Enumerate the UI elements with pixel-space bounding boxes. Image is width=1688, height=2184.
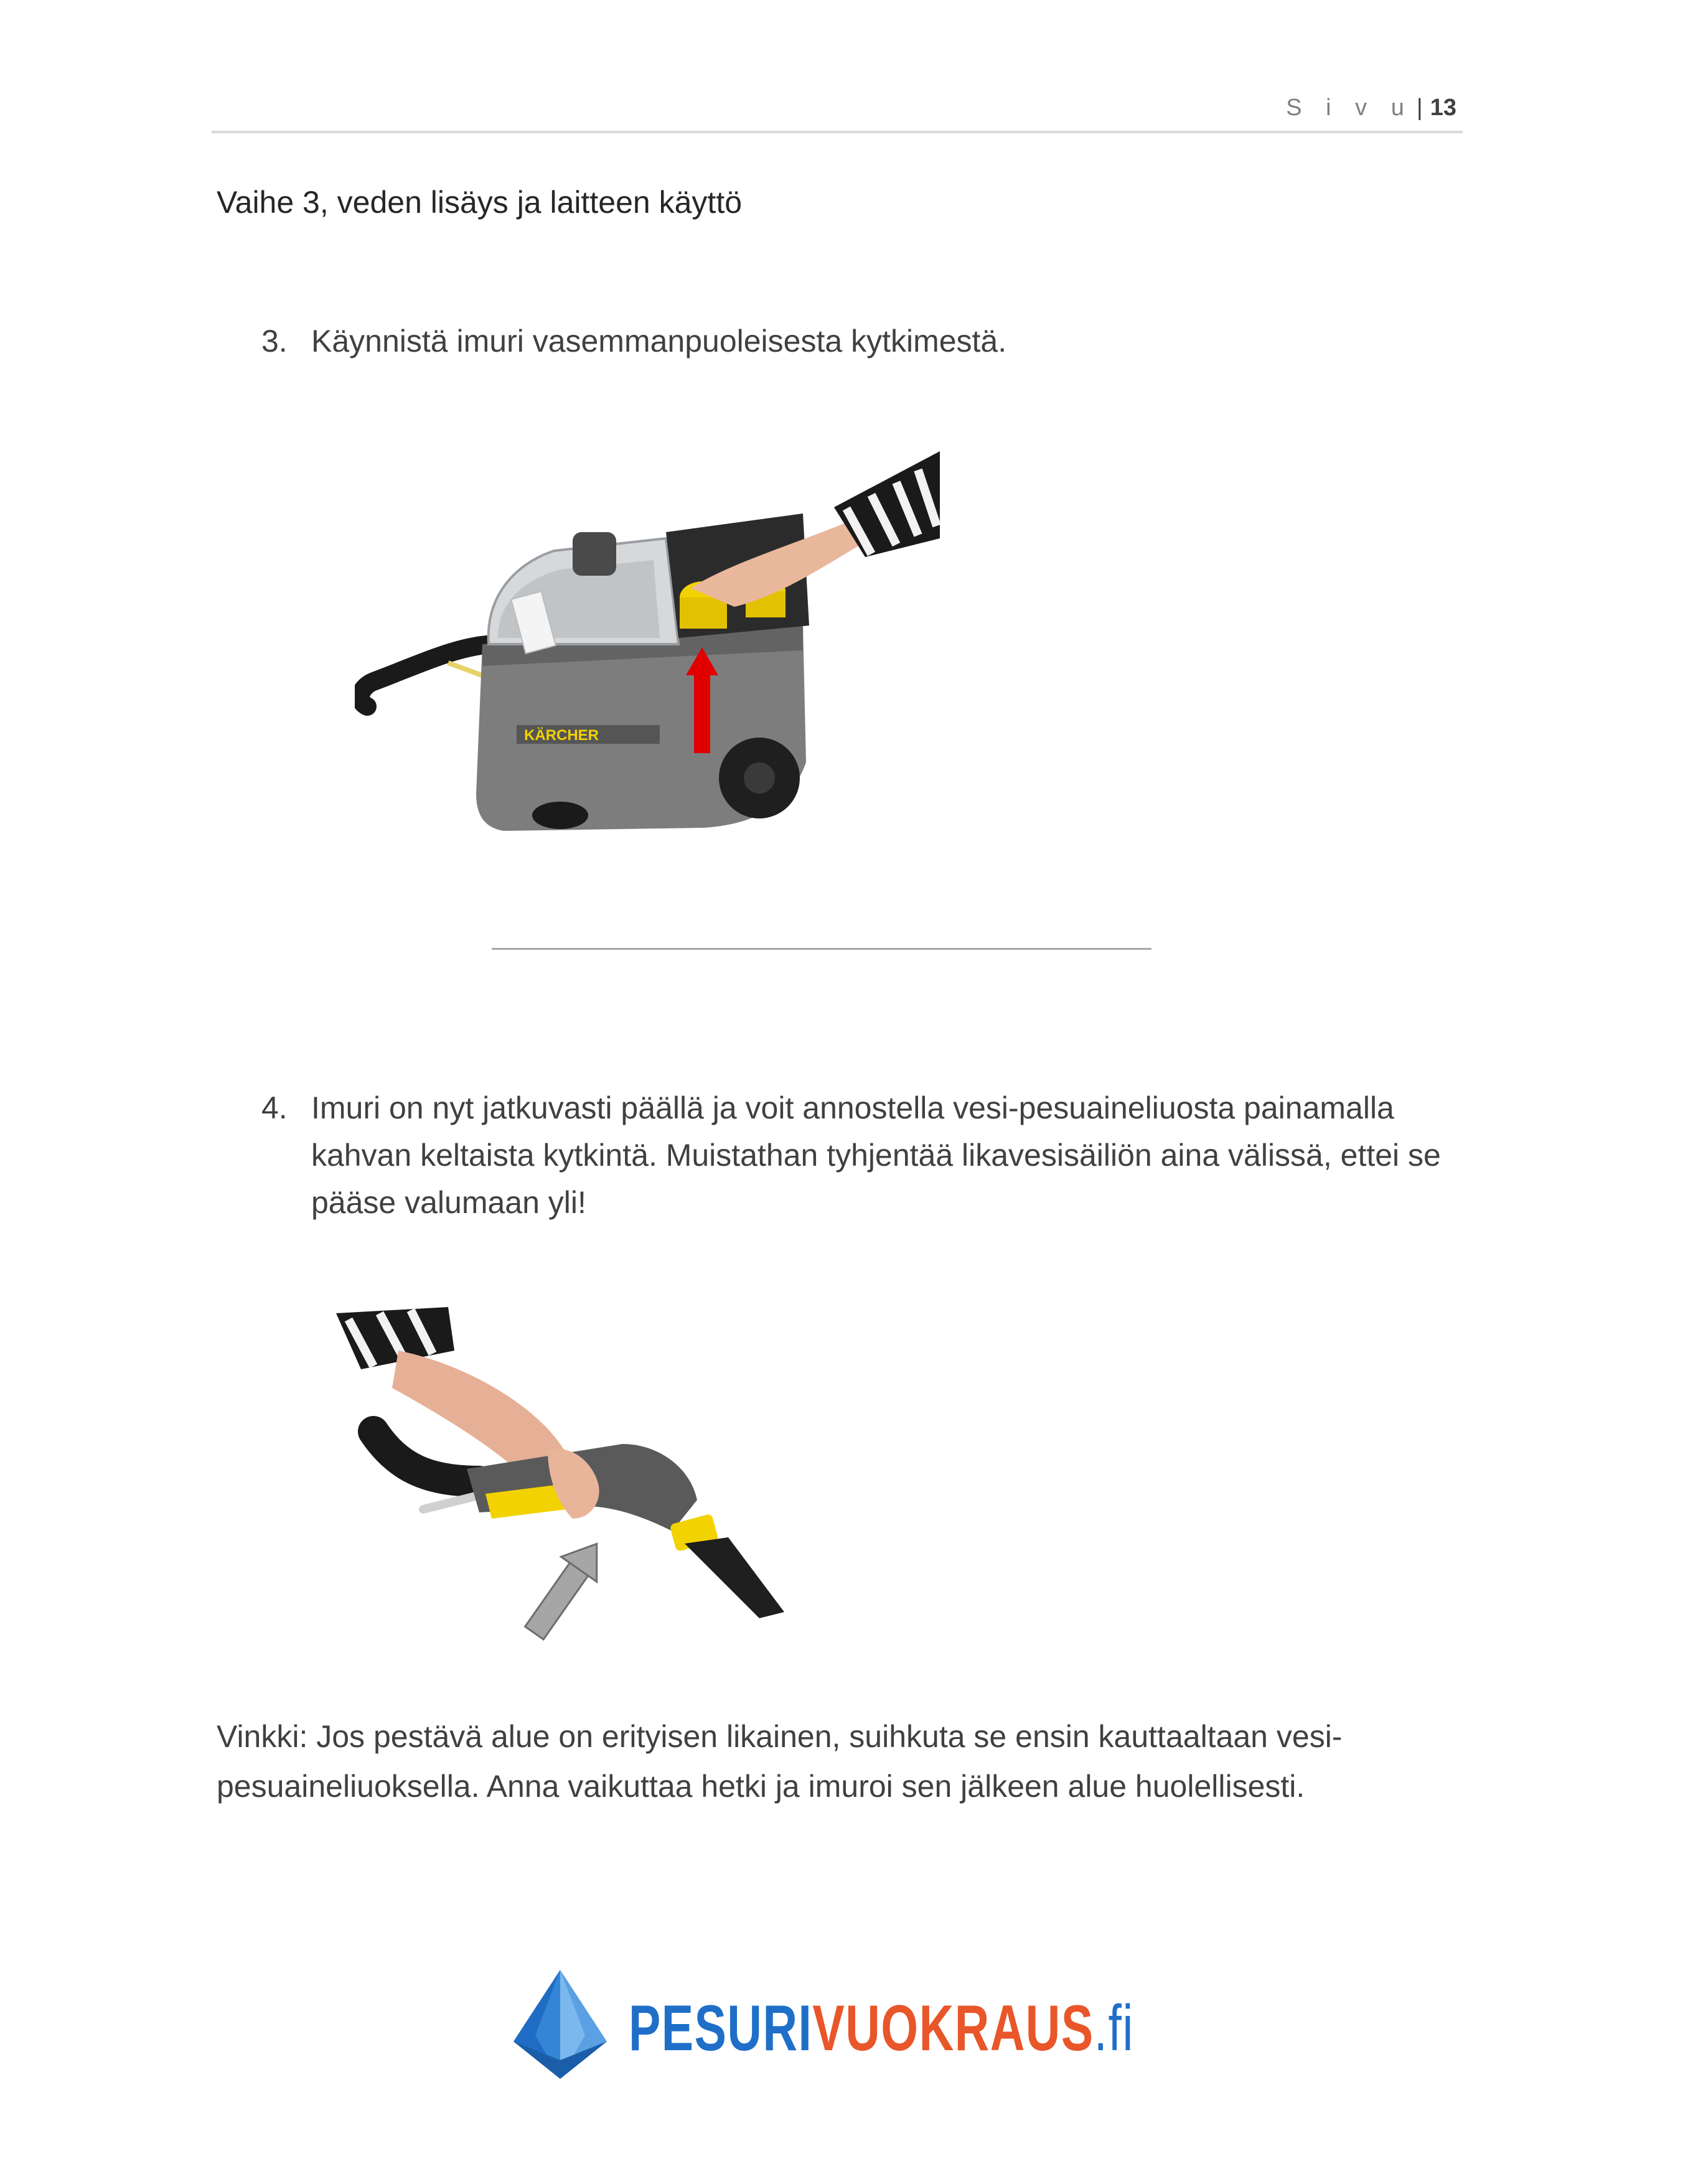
wand-illustration xyxy=(324,1295,797,1668)
page-number: 13 xyxy=(1430,95,1456,121)
page-number-block xyxy=(1286,95,1456,121)
arrow-icon xyxy=(517,1531,615,1646)
page-label: S i v u xyxy=(1286,95,1413,121)
step-text: Käynnistä imuri vasemmanpuoleisesta kytkimestä. xyxy=(311,324,1007,359)
divider xyxy=(492,948,1151,950)
brand-label: KÄRCHER xyxy=(524,727,599,744)
header-separator: | xyxy=(1416,95,1423,121)
photo-wand-handle xyxy=(324,1295,797,1668)
section-title: Vaihe 3, veden lisäys ja laitteen käyttö xyxy=(217,185,743,220)
pesurivuokraus-logo[interactable] xyxy=(504,1967,1133,2091)
logo-wordmark xyxy=(629,1992,1134,2066)
extractor-illustration xyxy=(355,439,940,837)
photo-extractor-switch xyxy=(355,439,940,837)
step-number: 3. xyxy=(261,324,288,359)
page-header xyxy=(212,92,1463,133)
step-number: 4. xyxy=(261,1090,288,1125)
tip-paragraph: Vinkki: Jos pestävä alue on erityisen likainen, suihkuta se ensin kauttaaltaan vesi-pesuaineliuoksella. Anna vaikuttaa hetki ja imuroi sen jälkeen alue huolellisesti. xyxy=(217,1719,1343,1804)
logo-part-fi: .fi xyxy=(1094,1992,1134,2064)
logo-part-pesuri: PESURI xyxy=(629,1992,813,2064)
step-text: Imuri on nyt jatkuvasti päällä ja voit annostella vesi-pesuaineliuosta painamalla kahvan keltaista kytkintä. Muistathan tyhjentää likavesisäiliön aina välissä, ettei se pääse valumaan yli! xyxy=(311,1090,1441,1220)
water-drop-icon xyxy=(504,1967,616,2085)
logo-part-vuokraus: VUOKRAUS xyxy=(812,1992,1094,2064)
